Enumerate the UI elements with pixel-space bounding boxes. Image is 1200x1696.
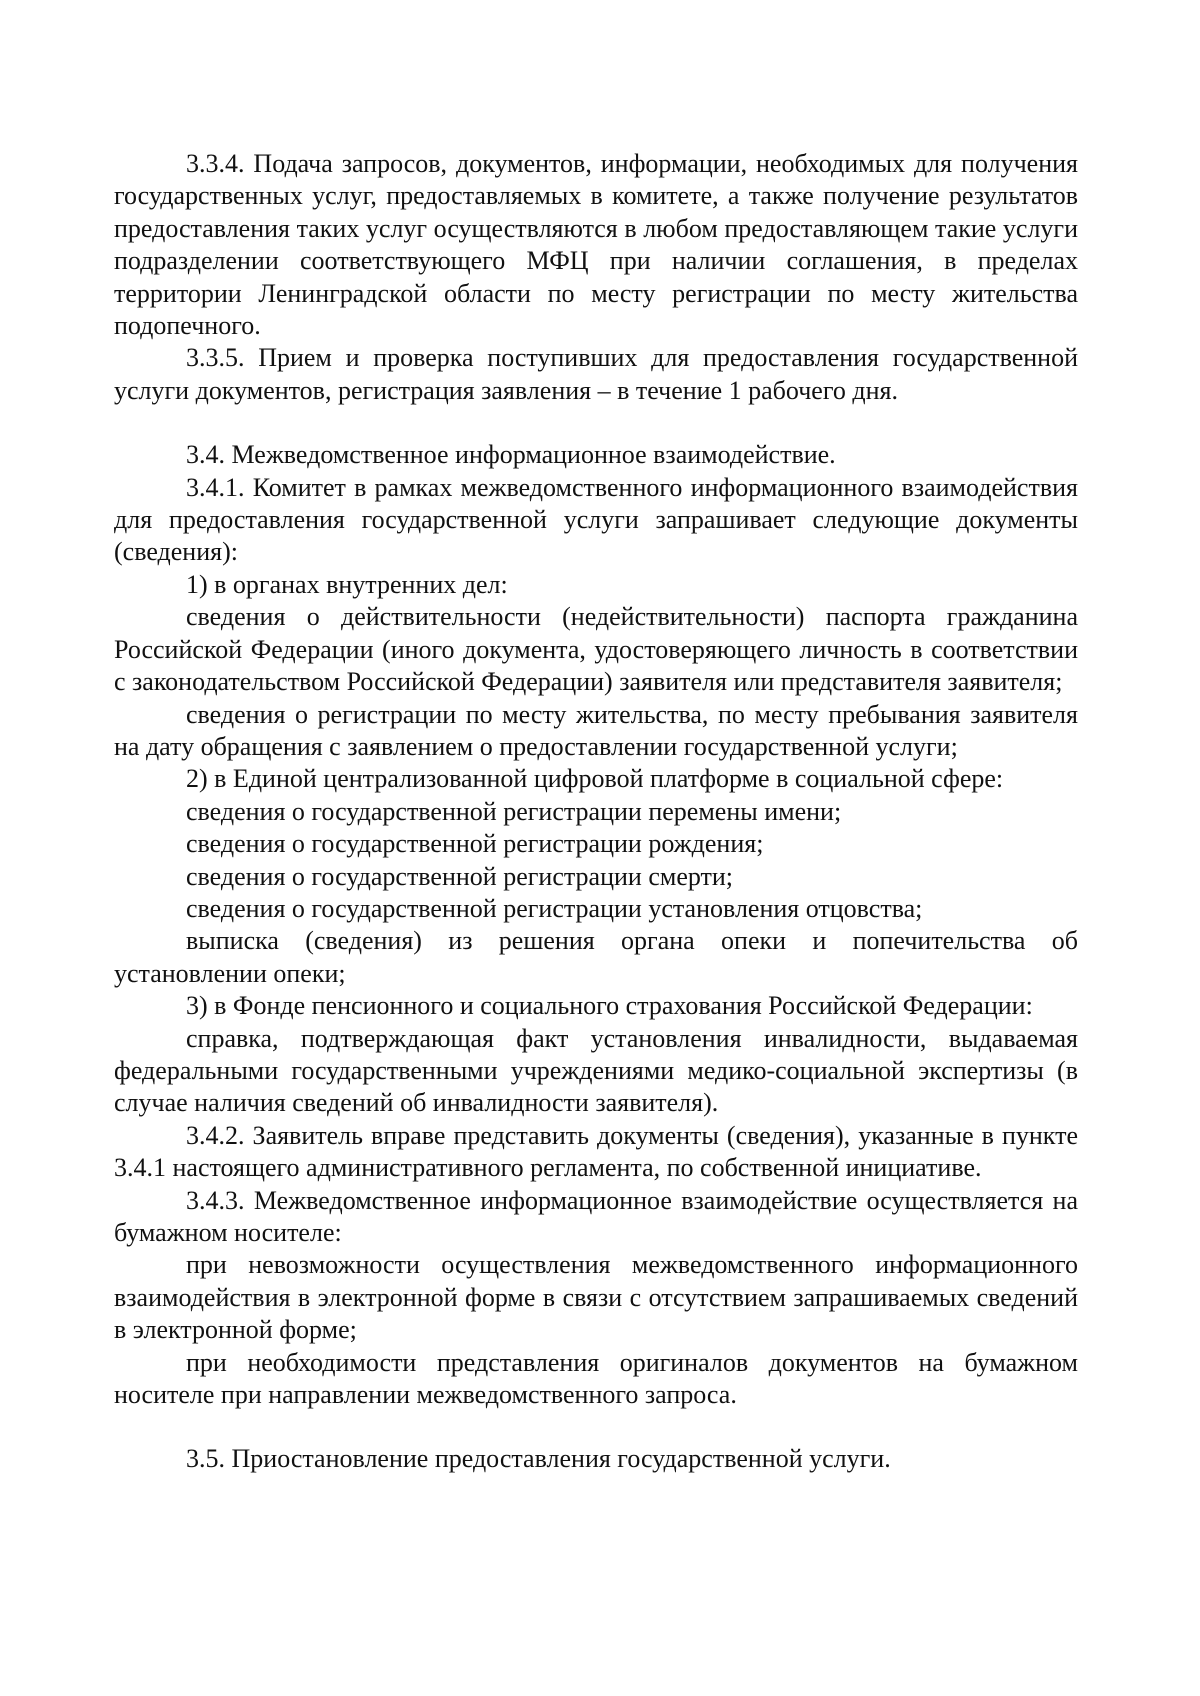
section-heading-3-5: 3.5. Приостановление предоставления государственной услуги. [186, 1444, 891, 1474]
paragraph-originals-needed: при необходимости представления оригиналов документов на бумажном носителе при направлении межведомственного запроса. [114, 1347, 1078, 1410]
paragraph-birth-registration: сведения о государственной регистрации рождения; [186, 829, 764, 859]
paragraph-3-4-3: 3.4.3. Межведомственное информационное взаимодействие осуществляется на бумажном носителе: [114, 1185, 1078, 1247]
list-item-internal-affairs: 1) в органах внутренних дел: [186, 569, 508, 599]
paragraph-3-4-1: 3.4.1. Комитет в рамках межведомственного информационного взаимодействия для предоставления государственной услуги запрашивает следующие документы (сведения): [114, 472, 1078, 567]
paragraph-no-electronic: при невозможности осуществления межведомственного информационного взаимодействия в электронной форме в связи с отсутствием запрашиваемых сведений в электронной форме; [114, 1250, 1078, 1345]
document-page [114, 148, 1078, 1476]
paragraph-disability-certificate: справка, подтверждающая факт установления инвалидности, выдаваемая федеральными государственными учреждениями медико-социальной экспертизы (в случае наличия сведений об инвалидности заявителя). [114, 1023, 1078, 1118]
paragraph-3-3-5: 3.3.5. Прием и проверка поступивших для предоставления государственной услуги документов, регистрация заявления – в течение 1 рабочего дня. [114, 343, 1078, 405]
section-heading-3-4: 3.4. Межведомственное информационное взаимодействие. [186, 440, 836, 470]
list-item-digital-platform: 2) в Единой централизованной цифровой платформе в социальной сфере: [186, 764, 1004, 794]
paragraph-3-3-4: 3.3.4. Подача запросов, документов, информации, необходимых для получения государственных услуг, предоставляемых в комитете, а также получение результатов предоставления таких услуг осуществляются в любом предоставляющем такие услуги подразделении соответствующего МФЦ при наличии соглашения, в пределах территории Ленинградской области по месту регистрации по месту жительства подопечного. [114, 149, 1078, 341]
paragraph-3-4-2: 3.4.2. Заявитель вправе представить документы (сведения), указанные в пункте 3.4.1 настоящего административного регламента, по собственной инициативе. [114, 1120, 1078, 1183]
paragraph-paternity-registration: сведения о государственной регистрации установления отцовства; [186, 893, 923, 923]
paragraph-guardianship-extract: выписка (сведения) из решения органа опеки и попечительства об установлении опеки; [114, 926, 1078, 988]
paragraph-registration-info: сведения о регистрации по месту жительства, по месту пребывания заявителя на дату обращения с заявлением о предоставлении государственной услуги; [114, 699, 1078, 761]
paragraph-name-change: сведения о государственной регистрации перемены имени; [186, 796, 842, 826]
paragraph-passport-validity: сведения о действительности (недействительности) паспорта гражданина Российской Федерации (иного документа, удостоверяющего личность в соответствии с законодательством Российской Федерации) заявителя или представителя заявителя; [114, 602, 1078, 697]
paragraph-death-registration: сведения о государственной регистрации смерти; [186, 861, 734, 891]
list-item-pension-fund: 3) в Фонде пенсионного и социального страхования Российской Федерации: [186, 991, 1033, 1021]
